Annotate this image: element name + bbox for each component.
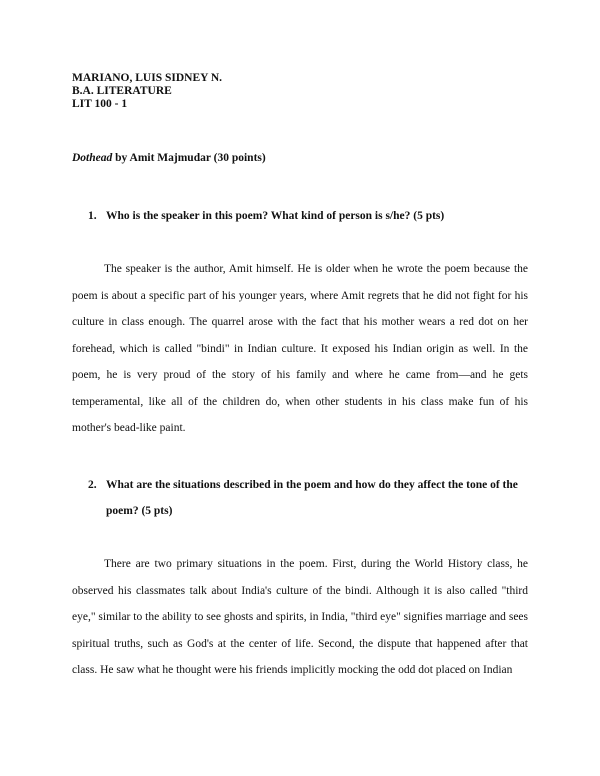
answer-text: The speaker is the author, Amit himself. He is older when he wrote the poem because the poem is about a specific part of his younger years, where Amit regrets that he did not fight for his culture in class enough. The quarrel arose with the fact that his mother wears a red dot on her forehead, which is called "bindi" in Indian culture. It exposed his Indian origin as well. In the poem, he is very proud of the story of his family and where he came from—and he gets temperamental, like all of the children do, when other students in his class make fun of his mother's bead-like paint.: [72, 263, 528, 434]
course-code: LIT 100 - 1: [72, 98, 128, 110]
question-text: What are the situations described in the poem and how do they affect the tone of the poem? (5 pts): [106, 479, 518, 517]
student-name: MARIANO, LUIS SIDNEY N.: [72, 72, 223, 84]
assignment-title: [72, 152, 266, 164]
question-1: [88, 203, 528, 229]
answer-2: [72, 551, 528, 684]
answer-1: [72, 256, 528, 442]
question-number: 1.: [88, 210, 97, 222]
answer-text: There are two primary situations in the poem. First, during the World History class, he observed his classmates talk about India's culture of the bindi. Although it is also called "third eye," similar to the ability to see ghosts and spirits, in India, "third eye" signifies marriage and sees spiritual truths, such as God's at the center of life. Second, the dispute that happened after that class. He saw what he thought were his friends implicitly mocking the odd dot placed on Indian: [72, 558, 528, 676]
student-program: B.A. LITERATURE: [72, 85, 172, 97]
assignment-title-rest: by Amit Majmudar (30 points): [112, 152, 266, 164]
question-number: 2.: [88, 479, 97, 491]
student-header: [72, 72, 222, 111]
poem-title: Dothead: [72, 152, 113, 164]
question-2: [88, 472, 528, 524]
question-text: Who is the speaker in this poem? What kind of person is s/he? (5 pts): [106, 210, 445, 222]
